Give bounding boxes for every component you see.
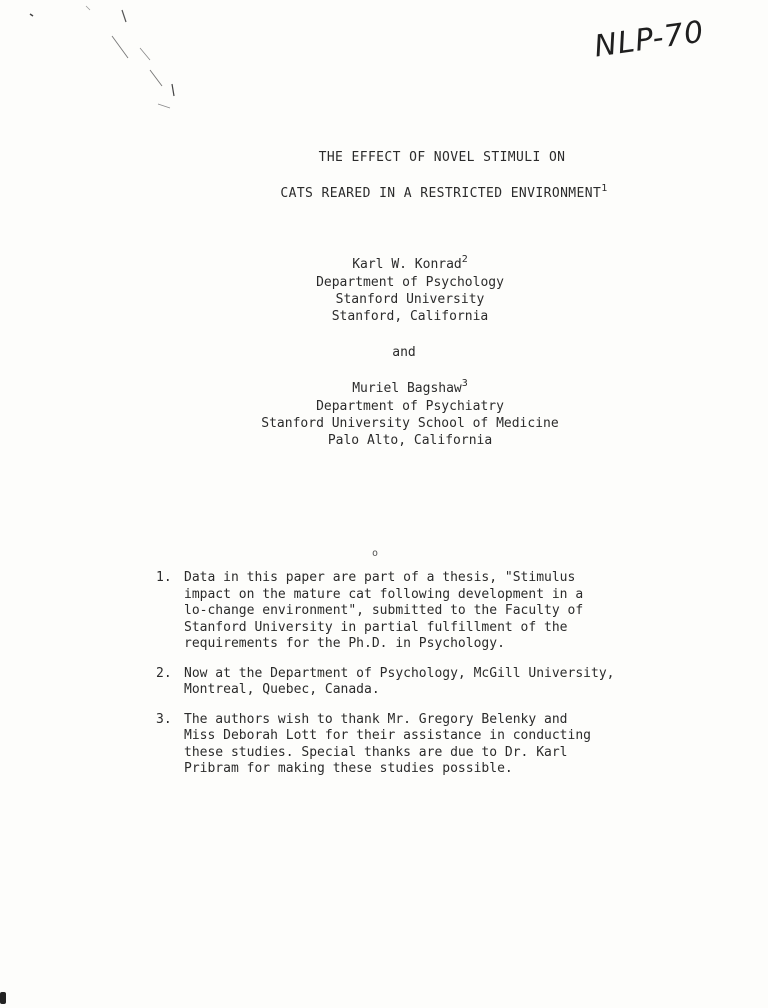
footnote-1-line: lo-change environment", submitted to the Faculty of (184, 603, 584, 618)
scan-marks (0, 0, 260, 140)
footnote-3-line: The authors wish to thank Mr. Gregory Belenky and (184, 711, 568, 727)
footnote-1-line: Data in this paper are part of a thesis, "Stimulus (184, 570, 576, 585)
author-2-department: Department of Psychiatry (316, 399, 504, 414)
author-2-location: Palo Alto, California (327, 433, 493, 448)
footnote-2-text (184, 666, 614, 699)
title-line-2-text: CATS REARED IN A RESTRICTED ENVIRONMENT (280, 186, 602, 201)
footnotes (156, 570, 716, 791)
title-footnote-marker: 1 (601, 183, 608, 194)
author-1-location: Stanford, California (331, 309, 489, 324)
author-2-name: Muriel Bagshaw (352, 381, 462, 396)
footnote-1 (156, 570, 716, 653)
footnote-2 (156, 666, 716, 699)
footnote-1-number: 1. (156, 570, 172, 585)
author-1-block (26, 256, 768, 325)
author-2-name-line (26, 380, 768, 398)
title-line-1: THE EFFECT OF NOVEL STIMULI ON (318, 150, 566, 165)
footnote-3 (156, 712, 716, 778)
footnote-2-line: Now at the Department of Psychology, McGill University, (184, 665, 615, 681)
scan-edge-mark (0, 992, 6, 1004)
footnote-3-number: 3. (156, 711, 172, 727)
author-1-institution: Stanford University (335, 292, 485, 307)
footnote-1-line: requirements for the Ph.D. in Psychology. (184, 636, 505, 651)
title-line-2 (60, 183, 768, 201)
footnote-2-line: Montreal, Quebec, Canada. (184, 682, 380, 697)
scan-dot: o (372, 548, 379, 559)
footnote-3-line: these studies. Special thanks are due to Dr. Karl (184, 744, 568, 760)
footnote-3-line: Miss Deborah Lott for their assistance in conducting (184, 728, 591, 743)
handwritten-document-id: NLP-70 (592, 14, 707, 65)
and-separator: and (392, 345, 416, 360)
author-1-name-line (26, 256, 768, 274)
footnote-2-number: 2. (156, 665, 172, 681)
author-1-name: Karl W. Konrad (352, 257, 462, 272)
footnote-1-line: Stanford University in partial fulfillment of the (184, 619, 568, 635)
footnote-3-text (184, 712, 591, 778)
footnote-1-text (184, 570, 583, 653)
author-2-block (26, 380, 768, 449)
author-1-department: Department of Psychology (316, 275, 504, 290)
footnote-3-line: Pribram for making these studies possible. (184, 761, 513, 776)
author-1-marker: 2 (461, 254, 468, 265)
footnote-1-line: impact on the mature cat following development in a (184, 586, 584, 602)
author-2-marker: 3 (461, 378, 468, 389)
author-2-institution: Stanford University School of Medicine (261, 416, 559, 431)
